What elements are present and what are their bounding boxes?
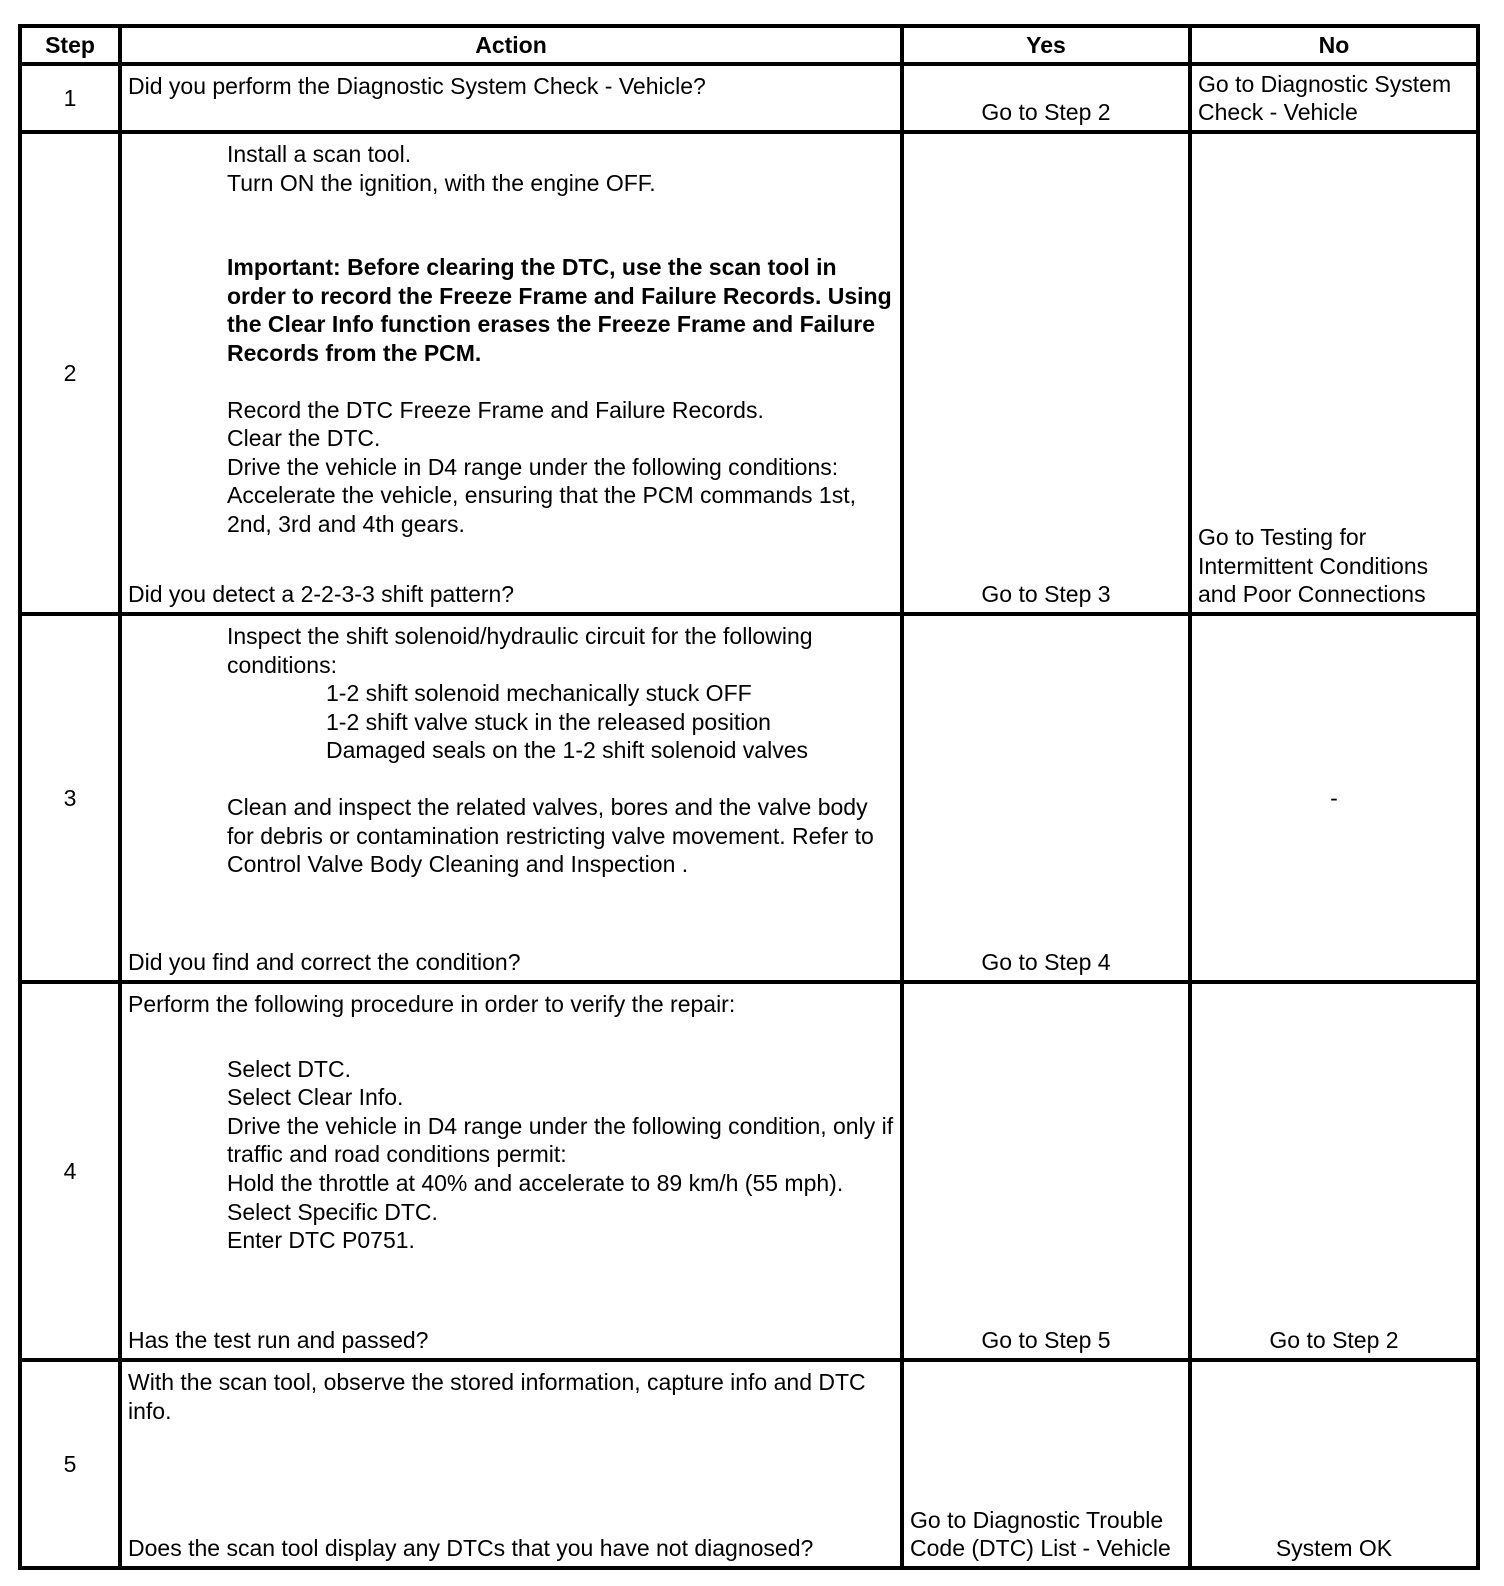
header-step: Step	[20, 26, 120, 64]
clean-instruction: Clean and inspect the related valves, bores and the valve body for debris or contamination restricting valve movement. Refer to Control Valve Body Cleaning and Inspection .	[227, 793, 874, 878]
instruction-line: Accelerate the vehicle, ensuring that the PCM commands 1st, 2nd, 3rd and 4th gears.	[227, 482, 856, 537]
instruction-line: Clear the DTC.	[227, 425, 381, 452]
action-cell	[120, 982, 902, 1360]
yes-cell: Go to Step 4	[902, 614, 1190, 982]
action-question: Does the scan tool display any DTCs that you have not diagnosed?	[128, 1535, 814, 1562]
instruction-line: Select DTC.	[227, 1055, 351, 1082]
table-row-step-2	[20, 132, 1478, 614]
instruction-line: Turn ON the ignition, with the engine OFF.	[227, 169, 656, 196]
instruction-line: Drive the vehicle in D4 range under the following conditions:	[227, 453, 839, 480]
yes-cell: Go to Step 2	[902, 64, 1190, 132]
action-cell	[120, 614, 902, 982]
table-row-step-5	[20, 1360, 1478, 1568]
instruction-line: Hold the throttle at 40% and accelerate to 89 km/h (55 mph).	[227, 1169, 844, 1196]
condition-item: 1-2 shift solenoid mechanically stuck OFF	[326, 680, 752, 707]
action-cell	[120, 64, 902, 132]
no-cell: System OK	[1190, 1360, 1478, 1568]
no-cell: Go to Testing for Intermittent Conditions and Poor Connections	[1190, 132, 1478, 614]
diagnostic-table	[18, 24, 1480, 1570]
action-question: Did you find and correct the condition?	[128, 949, 521, 976]
condition-item: 1-2 shift valve stuck in the released position	[326, 708, 771, 735]
no-cell: Go to Step 2	[1190, 982, 1478, 1360]
important-note: Important: Before clearing the DTC, use the scan tool in order to record the Freeze Frame and Failure Records. Using the Clear Info function erases the Freeze Frame and Failure Records from the PCM.	[227, 254, 892, 366]
step-number: 2	[20, 132, 120, 614]
action-cell	[120, 1360, 902, 1568]
action-question: Did you detect a 2-2-3-3 shift pattern?	[128, 581, 515, 608]
condition-item: Damaged seals on the 1-2 shift solenoid valves	[326, 737, 809, 764]
no-cell: -	[1190, 614, 1478, 982]
header-no: No	[1190, 26, 1478, 64]
procedure-intro: Perform the following procedure in order to verify the repair:	[128, 991, 736, 1017]
instruction-line: Select Clear Info.	[227, 1084, 404, 1111]
header-row	[20, 26, 1478, 64]
step-number: 3	[20, 614, 120, 982]
instruction-line: Record the DTC Freeze Frame and Failure Records.	[227, 396, 764, 423]
instruction-line: Enter DTC P0751.	[227, 1227, 415, 1254]
action-question: Has the test run and passed?	[128, 1327, 429, 1354]
table-row-step-1	[20, 64, 1478, 132]
instruction-line: Select Specific DTC.	[227, 1198, 438, 1225]
inspect-intro: Inspect the shift solenoid/hydraulic circuit for the following conditions:	[227, 623, 813, 678]
step-number: 4	[20, 982, 120, 1360]
no-cell: Go to Diagnostic System Check - Vehicle	[1190, 64, 1478, 132]
instruction-line: Install a scan tool.	[227, 141, 412, 167]
yes-cell: Go to Step 3	[902, 132, 1190, 614]
header-yes: Yes	[902, 26, 1190, 64]
header-action: Action	[120, 26, 902, 64]
step-number: 5	[20, 1360, 120, 1568]
step-number: 1	[20, 64, 120, 132]
instruction-line: Drive the vehicle in D4 range under the following condition, only if traffic and road conditions permit:	[227, 1112, 894, 1168]
yes-cell: Go to Diagnostic Trouble Code (DTC) List - Vehicle	[902, 1360, 1190, 1568]
table-row-step-3	[20, 614, 1478, 982]
observe-intro: With the scan tool, observe the stored information, capture info and DTC info.	[128, 1369, 866, 1424]
action-question: Did you perform the Diagnostic System Check - Vehicle?	[128, 73, 706, 99]
yes-cell: Go to Step 5	[902, 982, 1190, 1360]
table-row-step-4	[20, 982, 1478, 1360]
action-cell	[120, 132, 902, 614]
